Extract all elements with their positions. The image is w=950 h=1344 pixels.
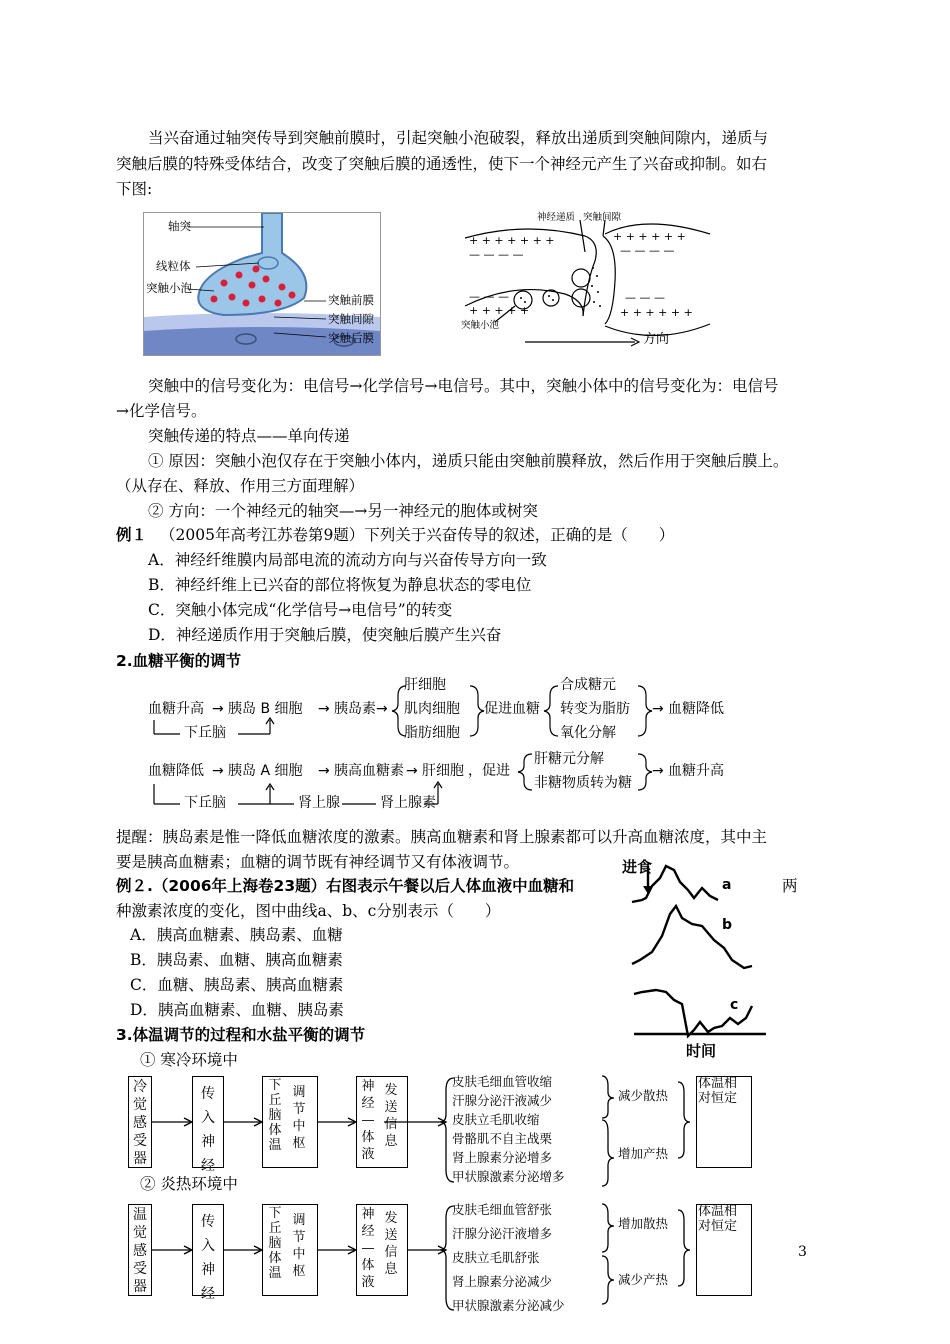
hot-effect-5: 甲状腺激素分泌减少	[452, 1298, 565, 1313]
bs1-hyp: 下丘脑	[184, 725, 226, 741]
intro-line2: 突触后膜的特殊受体结合，改变了突触后膜的通透性，使下一个神经元产生了兴奋或抑制。如右	[116, 155, 768, 173]
bs1-arrow2: →	[318, 701, 330, 717]
bs2-adr: 肾上腺素	[380, 795, 436, 811]
cold-center2	[288, 1084, 310, 1152]
feature-title: 突触传递的特点——单向传递	[148, 427, 350, 445]
hot-diagram	[128, 1200, 768, 1316]
svg-text:+ + + + +: + + + + +	[469, 304, 530, 317]
cold-effect-5: 肾上腺素分泌增多	[452, 1150, 553, 1165]
cold-effect-6: 甲状腺激素分泌增多	[452, 1169, 565, 1184]
hot-arrows	[128, 1200, 768, 1316]
label-vesicle2: 突触小泡	[461, 320, 500, 331]
cold-afferent-text: 传入神经	[201, 1086, 215, 1174]
cold-send1-text: 神经—体液	[361, 1079, 375, 1162]
bs2-p2: 非糖物质转为糖	[534, 775, 632, 791]
label-transmitter: 神经递质	[537, 212, 576, 223]
signal-line1: 突触中的信号变化为：电信号→化学信号→电信号。其中，突触小体中的信号变化为：电信号	[148, 377, 779, 395]
bs1-fat: 脂肪细胞	[404, 725, 460, 741]
bs1-arrow4: →	[652, 701, 664, 717]
hot-effect-3: 皮肤立毛肌舒张	[452, 1250, 540, 1265]
cold-r1: 减少散热	[618, 1088, 669, 1103]
ex1-label: 例１	[116, 526, 148, 544]
ex2-option-a: A．胰高血糖素、胰岛素、血糖	[130, 926, 343, 944]
bs2-arrow2: →	[318, 763, 330, 779]
svg-text:— — — —: — — — —	[469, 248, 524, 261]
svg-text:+ + + + + +: + + + + + +	[620, 306, 693, 319]
intro-line3: 下图:	[116, 180, 153, 198]
ex2-option-d: D．胰高血糖素、血糖、胰岛素	[130, 1001, 344, 1019]
bs2-end: 血糖升高	[668, 763, 724, 779]
bs2-liver: 肝细胞	[422, 763, 464, 779]
blood-sugar-arrows	[140, 676, 760, 826]
cold-arrows	[128, 1074, 768, 1188]
bs1-end: 血糖降低	[668, 701, 724, 717]
hot-send2-text: 发送信息	[384, 1211, 398, 1277]
synapse-figure-left	[143, 212, 381, 356]
hot-effect-4: 肾上腺素分泌减少	[452, 1274, 553, 1289]
ex1-option-c: C．突触小体完成“化学信号→电信号”的转变	[148, 601, 453, 619]
bs2-arrow4: →	[652, 763, 664, 779]
bs1-liver: 肝细胞	[404, 677, 446, 693]
curve-time-label: 时间	[686, 1042, 717, 1060]
hot-afferent-text: 传入神经	[201, 1214, 215, 1302]
label-gap: 突触间隙	[328, 312, 374, 326]
bs1-arrow1: →	[212, 701, 224, 717]
ex1-stem: （2005年高考江苏卷第9题）下列关于兴奋传导的叙述，正确的是（ ）	[160, 526, 675, 544]
hot-center2-text: 调节中枢	[292, 1213, 306, 1279]
blood-sugar-diagram	[140, 676, 760, 826]
hot-send1-text: 神经—体液	[361, 1207, 375, 1290]
feature-reason1: ① 原因：突触小泡仅存在于突触小体内，递质只能由突触前膜释放，然后作用于突触后膜上。	[148, 452, 789, 470]
hot-receptor-text: 温觉感受器	[133, 1207, 147, 1295]
bs1-islet: 胰岛 B 细胞	[228, 701, 303, 717]
ex2-stem1b: 两	[782, 877, 798, 895]
cold-send2	[380, 1082, 402, 1150]
hot-send2	[380, 1210, 402, 1278]
hot-receptor	[130, 1206, 150, 1296]
cold-diagram	[128, 1074, 768, 1188]
ex1-option-d: D．神经递质作用于突触后膜，使突触后膜产生兴奋	[148, 626, 502, 644]
hot-send1	[357, 1206, 379, 1291]
bs2-promote: ，促进	[468, 763, 510, 779]
sec3-cold-label: ① 寒冷环境中	[140, 1051, 238, 1069]
cold-result	[698, 1076, 750, 1106]
svg-text:— — —: — — —	[625, 291, 665, 304]
page-number: 3	[798, 1244, 807, 1260]
cold-receptor	[130, 1078, 150, 1168]
cold-effect-2: 汗腺分泌汗液减少	[452, 1093, 553, 1108]
curve-eat-label: 进食	[622, 858, 653, 876]
feature-reason2: （从存在、释放、作用三方面理解）	[116, 477, 365, 495]
cold-receptor-text: 冷觉感受器	[133, 1079, 147, 1167]
ex2-option-c: C．血糖、胰岛素、胰高血糖素	[130, 976, 344, 994]
hot-afferent	[194, 1210, 222, 1306]
cold-result-text: 体温相对恒定	[698, 1076, 738, 1106]
svg-text:+ + + + + + +: + + + + + + +	[469, 234, 555, 247]
label-gap2: 突触间隙	[583, 212, 622, 223]
hot-effect-2: 汗腺分泌汗液增多	[452, 1226, 553, 1241]
label-vesicle: 突触小泡	[146, 281, 192, 295]
cold-effect-1: 皮肤毛细血管收缩	[452, 1074, 553, 1089]
label-post: 突触后膜	[328, 331, 374, 345]
hormone-curve-figure	[622, 856, 772, 1066]
tip-line2: 要是胰高血糖素；血糖的调节既有神经调节又有体液调节。	[116, 853, 520, 871]
bs2-start: 血糖降低	[148, 763, 204, 779]
cold-center2-text: 调节中枢	[292, 1085, 306, 1151]
label-axon: 轴突	[168, 219, 191, 233]
bs2-p1: 肝糖元分解	[534, 751, 604, 767]
cold-send1	[357, 1078, 379, 1163]
cold-afferent	[194, 1082, 222, 1178]
svg-text:— — —: — — —	[469, 290, 509, 303]
bs1-p3: 氧化分解	[560, 725, 616, 741]
svg-text:— — — —: — — — —	[620, 244, 675, 257]
bs2-glu: 胰高血糖素	[334, 763, 404, 779]
signal-line2: →化学信号。	[116, 402, 207, 420]
svg-text:+ + + + + +: + + + + + +	[613, 230, 686, 243]
hot-effect-1: 皮肤毛细血管舒张	[452, 1202, 553, 1217]
cold-center1-text: 下丘脑体温	[268, 1078, 282, 1153]
synapse-figure-right	[455, 206, 725, 356]
cold-effect-4: 骨骼肌不自主战栗	[452, 1131, 553, 1146]
sec3-hot-label: ② 炎热环境中	[140, 1175, 238, 1193]
cold-send2-text: 发送信息	[384, 1083, 398, 1149]
bs1-start: 血糖升高	[148, 701, 204, 717]
hot-center2	[288, 1212, 310, 1280]
cold-effect-3: 皮肤立毛肌收缩	[452, 1112, 540, 1127]
bs1-p2: 转变为脂肪	[560, 701, 630, 717]
curve-a-label: a	[722, 877, 732, 893]
ex2-stem2: 种激素浓度的变化，图中曲线a、b、c分别表示（ ）	[116, 902, 501, 920]
ex1-option-a: A．神经纤维膜内局部电流的流动方向与兴奋传导方向一致	[148, 551, 547, 569]
bs1-arrow3: →	[376, 701, 388, 717]
bs2-arrow1: →	[212, 763, 224, 779]
feature-direction: ② 方向：一个神经元的轴突—→另一神经元的胞体或树突	[148, 502, 538, 520]
hot-center1	[264, 1206, 286, 1281]
ex1-option-b: B．神经纤维上已兴奋的部位将恢复为静息状态的零电位	[148, 576, 532, 594]
bs2-arrow3: →	[406, 763, 418, 779]
bs2-hyp: 下丘脑	[184, 795, 226, 811]
hot-result-text: 体温相对恒定	[698, 1204, 738, 1234]
bs1-p1: 合成糖元	[560, 677, 616, 693]
bs2-islet: 胰岛 A 细胞	[228, 763, 303, 779]
cold-center1	[264, 1078, 286, 1153]
ex2-stem1: 例２.（2006年上海卷23题）右图表示午餐以后人体血液中血糖和	[116, 877, 575, 895]
hot-center1-text: 下丘脑体温	[268, 1206, 282, 1281]
hot-r1: 增加散热	[618, 1216, 669, 1231]
cold-r2: 增加产热	[618, 1146, 669, 1161]
curve-c-label: c	[730, 997, 739, 1013]
tip-line1: 提醒：胰岛素是惟一降低血糖浓度的激素。胰高血糖素和肾上腺素都可以升高血糖浓度，其中主	[116, 828, 768, 846]
sec3-title: 3.体温调节的过程和水盐平衡的调节	[116, 1026, 366, 1044]
curve-b-label: b	[722, 917, 733, 933]
bs1-promote: 促进血糖	[484, 701, 540, 717]
label-mito: 线粒体	[156, 259, 191, 273]
ex2-option-b: B．胰岛素、血糖、胰高血糖素	[130, 951, 343, 969]
bs1-ins: 胰岛素	[334, 701, 376, 717]
intro-line1: 当兴奋通过轴突传导到突触前膜时，引起突触小泡破裂，释放出递质到突触间隙内，递质与	[148, 129, 769, 147]
bs2-adrenal: 肾上腺	[298, 795, 340, 811]
sec2-title: 2.血糖平衡的调节	[116, 652, 242, 670]
hot-result	[698, 1204, 750, 1234]
hormone-curves	[622, 856, 772, 1066]
label-direction: 方向	[643, 332, 670, 347]
bs1-muscle: 肌肉细胞	[404, 701, 460, 717]
hot-r2: 减少产热	[618, 1272, 669, 1287]
label-pre: 突触前膜	[328, 293, 374, 307]
